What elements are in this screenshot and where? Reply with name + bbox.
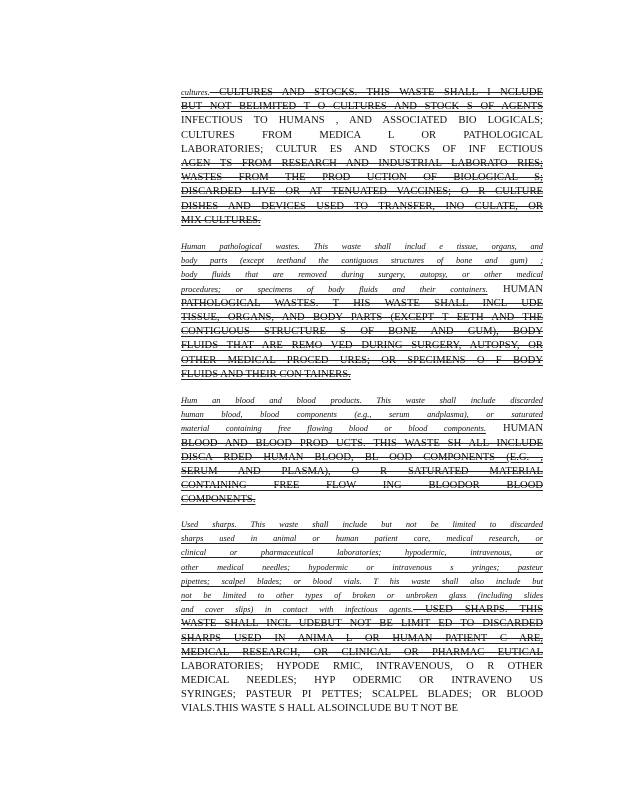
text-segment: sharps used in animal or human patient care, medical research, or (181, 534, 543, 544)
text-line (181, 437, 543, 451)
text-line (181, 283, 543, 297)
paragraph-used-sharps (181, 518, 543, 717)
text-segment: LABORATORIES; HYPODE RMIC, INTRAVENOUS, O R OTHER (181, 660, 543, 672)
text-line (181, 617, 543, 631)
text-segment: USED SHARPS. THIS (413, 604, 543, 616)
text-line (181, 394, 543, 408)
text-segment: INFECTIOUS TO HUMANS , AND ASSOCIATED BIO LOGICALS; (181, 115, 543, 127)
text-segment: pipettes; scalpel blades; or blood vials. T his waste shall also include but (181, 576, 543, 586)
text-segment: DISCA RDED HUMAN BLOOD, BL OOD COMPONENTS (E.G. , (181, 451, 543, 463)
text-line (181, 575, 543, 589)
text-line (181, 465, 543, 479)
text-line (181, 518, 543, 532)
text-line (181, 339, 543, 353)
text-line (181, 408, 543, 422)
text-segment: Used sharps. This waste shall include but not be limited to discarded (181, 520, 543, 529)
text-line (181, 354, 543, 368)
text-line (181, 214, 543, 228)
text-line (181, 546, 543, 560)
text-segment: WASTE SHALL INCL UDEBUT NOT BE LIMIT ED TO DISCARDED (181, 618, 543, 630)
text-line (181, 632, 543, 646)
paragraph-cultures (181, 86, 543, 228)
text-segment: SHARPS USED IN ANIMA L OR HUMAN PATIENT C ARE, (181, 632, 543, 644)
text-line (181, 297, 543, 311)
text-line (181, 561, 543, 575)
text-line (181, 143, 543, 157)
text-segment: DISCARDED LIVE OR AT TENUATED VACCINES; O R CULTURE (181, 186, 543, 198)
text-line (181, 368, 543, 382)
text-segment: HUMAN (487, 283, 543, 295)
text-line (181, 254, 543, 268)
text-segment: clinical or pharmaceutical laboratories; hypodermic, intravenous, or (181, 548, 543, 558)
text-line (181, 240, 543, 254)
text-line (181, 702, 543, 716)
text-segment: MEDICAL NEEDLES; HYP ODERMIC OR INTRAVENO US (181, 675, 543, 687)
text-segment: PATHOLOGICAL WASTES. T HIS WASTE SHALL INCL UDE (181, 297, 543, 309)
text-segment: WASTES FROM THE PROD UCTION OF BIOLOGICAL S; (181, 172, 543, 184)
text-line (181, 603, 543, 617)
text-segment: FLUIDS THAT ARE REMO VED DURING SURGERY, AUTOPSY, OR (181, 340, 543, 352)
text-segment: CULTURES FROM MEDICA L OR PATHOLOGICAL (181, 129, 543, 141)
text-line (181, 532, 543, 546)
text-segment: FLUIDS AND THEIR CON TAINERS. (181, 368, 351, 380)
text-line (181, 674, 543, 688)
text-segment: LABORATORIES; CULTUR ES AND STOCKS OF INF ECTIOUS (181, 143, 543, 155)
paragraph-pathological-wastes (181, 240, 543, 382)
text-line (181, 688, 543, 702)
text-segment: HUMAN (485, 423, 544, 435)
text-segment: OTHER MEDICAL PROCED URES; OR SPECIMENS O F BODY (181, 354, 543, 366)
text-segment: COMPONENTS. (181, 494, 256, 506)
text-line (181, 451, 543, 465)
text-segment: Human pathological wastes. This waste shall includ e tissue, organs, and (181, 242, 543, 251)
text-segment: not be limited to other types of broken or unbroken glass (including slides (181, 590, 543, 600)
text-line (181, 268, 543, 282)
text-segment: DISHES AND DEVICES USED TO TRANSFER, INO CULATE, OR (181, 200, 543, 212)
text-line (181, 86, 543, 100)
text-line (181, 157, 543, 171)
text-line (181, 479, 543, 493)
text-segment: human blood, blood components (e.g., serum andplasma), or saturated (181, 410, 543, 420)
text-segment: material containing free flowing blood or blood components. (181, 424, 486, 434)
text-line (181, 311, 543, 325)
text-segment: SYRINGES; PASTEUR PI PETTES; SCALPEL BLADES; OR BLOOD (181, 689, 543, 701)
text-segment: body parts (except teethand the contiguous structures of bone and gum) ; (181, 256, 543, 266)
text-line (181, 325, 543, 339)
text-line (181, 660, 543, 674)
text-line (181, 129, 543, 143)
text-line (181, 200, 543, 214)
text-segment: MIX CULTURES. (181, 214, 261, 226)
text-segment: CONTIGUOUS STRUCTURE S OF BONE AND GUM), BODY (181, 326, 543, 338)
text-segment: BLOOD AND BLOOD PROD UCTS. THIS WASTE SH ALL INCLUDE (181, 437, 543, 449)
text-segment: body fluids that are removed during surgery, autopsy, or other medical (181, 270, 543, 280)
text-line (181, 589, 543, 603)
text-line (181, 185, 543, 199)
paragraph-blood-products (181, 394, 543, 508)
text-line (181, 493, 543, 507)
text-segment: BUT NOT BELIMITED T O CULTURES AND STOCK S OF AGENTS (181, 101, 543, 113)
text-segment: Hum an blood and blood products. This waste shall include discarded (181, 396, 543, 405)
text-segment: cultures. (181, 88, 210, 97)
text-line (181, 646, 543, 660)
text-line (181, 114, 543, 128)
text-segment: VIALS.THIS WASTE S HALL ALSOINCLUDE BU T NOT BE (181, 703, 458, 715)
text-segment: AGEN TS FROM RESEARCH AND INDUSTRIAL LABORATO RIES; (181, 157, 543, 169)
text-line (181, 422, 543, 436)
text-segment: CULTURES AND STOCKS. THIS WASTE SHALL I NCLUDE (209, 87, 543, 98)
text-segment: CONTAINING FREE FLOW ING BLOODOR BLOOD (181, 480, 543, 492)
text-line (181, 100, 543, 114)
text-segment: other medical needles; hypodermic or intravenous s yringes; pasteur (181, 562, 543, 572)
text-segment: procedures; or specimens of body fluids and their containers. (181, 284, 488, 294)
text-segment: TISSUE, ORGANS, AND BODY PARTS (EXCEPT T EETH AND THE (181, 311, 543, 323)
text-line (181, 171, 543, 185)
text-segment: and cover slips) in contact with infectious agents. (181, 605, 414, 615)
text-segment: MEDICAL RESEARCH, OR CLINICAL OR PHARMAC EUTICAL (181, 646, 543, 658)
text-segment: SERUM AND PLASMA), O R SATURATED MATERIAL (181, 465, 543, 477)
